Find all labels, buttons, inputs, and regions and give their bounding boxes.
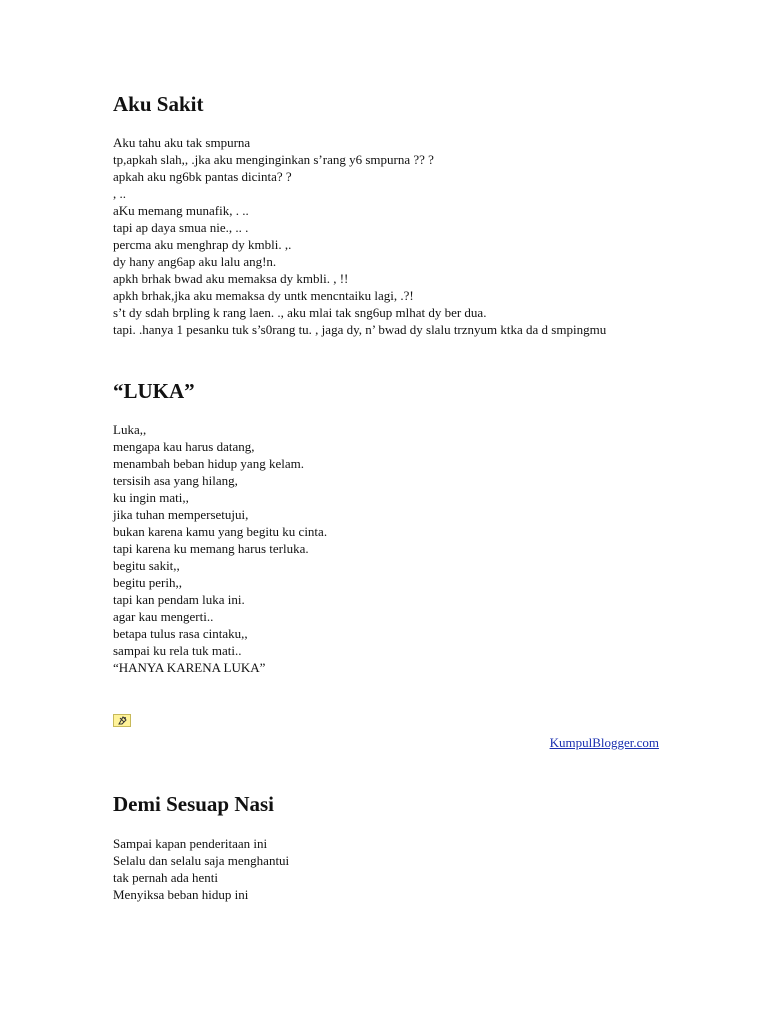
poem-line: tersisih asa yang hilang, bbox=[113, 473, 238, 488]
poem-line: tapi karena ku memang harus terluka. bbox=[113, 541, 309, 556]
poem-line: Luka,, bbox=[113, 422, 147, 437]
kumpulblogger-link[interactable]: KumpulBlogger.com bbox=[549, 735, 659, 750]
poem-line: betapa tulus rasa cintaku,, bbox=[113, 626, 248, 641]
poem-line: Menyiksa beban hidup ini bbox=[113, 887, 249, 902]
poem-line: apkh brhak bwad aku memaksa dy kmbli. , !! bbox=[113, 271, 349, 286]
broken-image-icon bbox=[113, 714, 131, 727]
poem-title-aku-sakit: Aku Sakit bbox=[113, 92, 204, 116]
poem-line: aKu memang munafik, . .. bbox=[113, 203, 249, 218]
poem-line: jika tuhan mempersetujui, bbox=[113, 507, 249, 522]
poem-line: Sampai kapan penderitaan ini bbox=[113, 836, 268, 851]
poem-title-demi-sesuap-nasi: Demi Sesuap Nasi bbox=[113, 792, 275, 816]
poem-line: agar kau mengerti.. bbox=[113, 609, 214, 624]
poem-body-demi-sesuap-nasi bbox=[113, 835, 673, 903]
poem-line: sampai ku rela tuk mati.. bbox=[113, 643, 242, 658]
poem-line: mengapa kau harus datang, bbox=[113, 439, 255, 454]
poem-line: dy hany ang6ap aku lalu ang!n. bbox=[113, 254, 277, 269]
poem-line: tp,apkah slah,, .jka aku menginginkan s’rang y6 smpurna ?? ? bbox=[113, 152, 434, 167]
poem-line: tak pernah ada henti bbox=[113, 870, 219, 885]
poem-line: tapi ap daya smua nie., .. . bbox=[113, 220, 249, 235]
poem-line: s’t dy sdah brpling k rang laen. ., aku mlai tak sng6up mlhat dy ber dua. bbox=[113, 305, 487, 320]
poem-line: “HANYA KARENA LUKA” bbox=[113, 660, 266, 675]
poem-body-aku-sakit bbox=[113, 134, 673, 338]
poem-title-luka: “LUKA” bbox=[113, 379, 195, 403]
poem-line: ku ingin mati,, bbox=[113, 490, 189, 505]
poem-line: tapi. .hanya 1 pesanku tuk s’s0rang tu. , jaga dy, n’ bwad dy slalu trznyum ktka da d smpingmu bbox=[113, 322, 607, 337]
poem-line: Aku tahu aku tak smpurna bbox=[113, 135, 251, 150]
poem-line: begitu sakit,, bbox=[113, 558, 180, 573]
poem-line: apkah aku ng6bk pantas dicinta? ? bbox=[113, 169, 292, 184]
poem-body-luka bbox=[113, 421, 673, 676]
poem-line: menambah beban hidup yang kelam. bbox=[113, 456, 304, 471]
poem-line: apkh brhak,jka aku memaksa dy untk mencntaiku lagi, .?! bbox=[113, 288, 414, 303]
poem-line: bukan karena kamu yang begitu ku cinta. bbox=[113, 524, 328, 539]
poem-line: Selalu dan selalu saja menghantui bbox=[113, 853, 290, 868]
poem-line: tapi kan pendam luka ini. bbox=[113, 592, 245, 607]
poem-line: percma aku menghrap dy kmbli. ,. bbox=[113, 237, 292, 252]
poem-line: , .. bbox=[113, 186, 126, 201]
poem-line: begitu perih,, bbox=[113, 575, 182, 590]
